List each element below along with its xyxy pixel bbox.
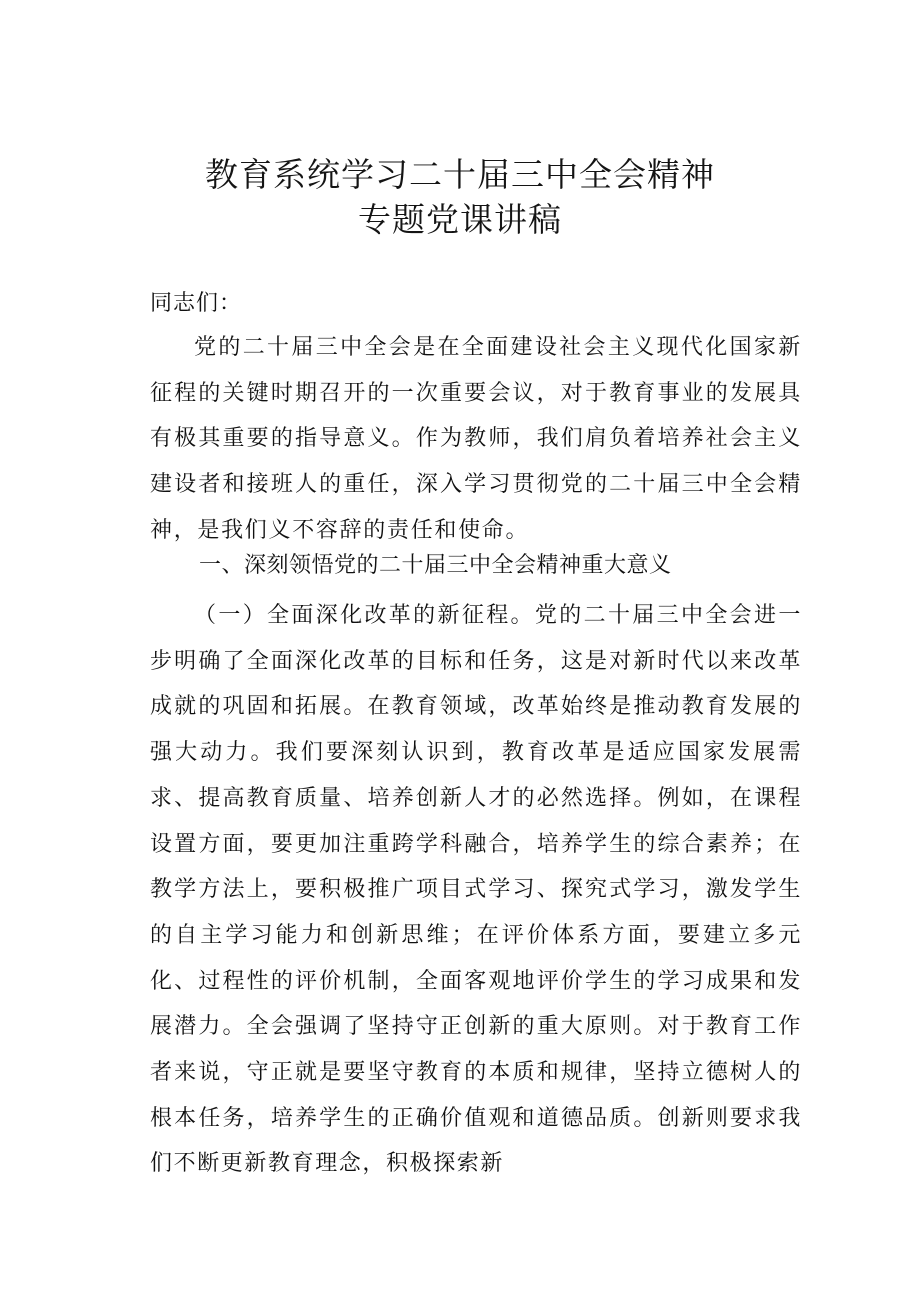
salutation: 同志们： [150, 291, 243, 316]
section-heading-1: 一、深刻领悟党的二十届三中全会精神重大意义 [199, 553, 672, 578]
intro-paragraph: 党的二十届三中全会是在全面建设社会主义现代化国家新征程的关键时期召开的一次重要会议，对于教育事业的发展具有极其重要的指导意义。作为教师，我们肩负着培养社会主义建设者和接班人的重任，深入学习贯彻党的二十届三中全会精神，是我们义不容辞的责任和使命。 [150, 335, 802, 543]
document-title-line1: 教育系统学习二十届三中全会精神 [205, 155, 715, 194]
subsection-paragraph-1: （一）全面深化改革的新征程。党的二十届三中全会进一步明确了全面深化改革的目标和任务，这是对新时代以来改革成就的巩固和拓展。在教育领域，改革始终是推动教育发展的强大动力。我们要深刻认识到，教育改革是适应国家发展需求、提高教育质量、培养创新人才的必然选择。例如，在课程设置方面，要更加注重跨学科融合，培养学生的综合素养；在教学方法上，要积极推广项目式学习、探究式学习，激发学生的自主学习能力和创新思维；在评价体系方面，要建立多元化、过程性的评价机制，全面客观地评价学生的学习成果和发展潜力。全会强调了坚持守正创新的重大原则。对于教育工作者来说，守正就是要坚守教育的本质和规律，坚持立德树人的根本任务，培养学生的正确价值观和道德品质。创新则要求我们不断更新教育理念，积极探索新 [150, 603, 802, 1177]
document-title-line2: 专题党课讲稿 [358, 200, 562, 239]
